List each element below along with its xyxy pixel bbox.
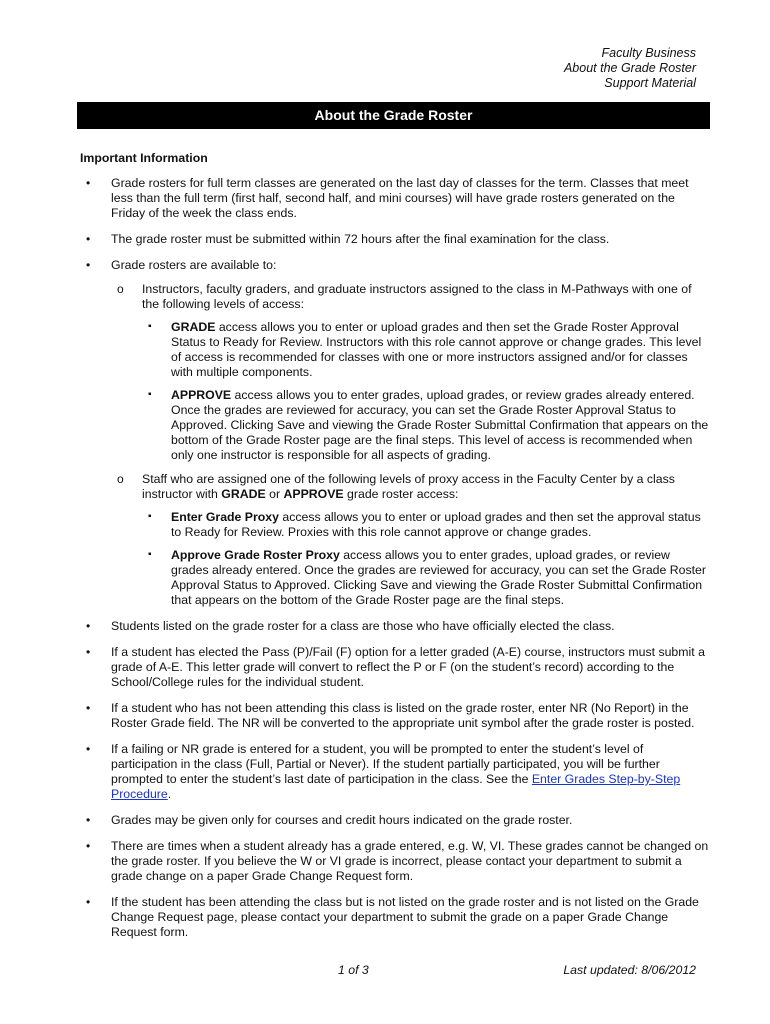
proxy-level-description: access allows you to enter or upload grades and then set the approval status to Ready for Review. Proxies with this role cannot approve or change grades. bbox=[171, 510, 701, 539]
enter-grades-procedure-link[interactable]: Enter Grades Step-by-Step Procedure bbox=[111, 772, 681, 801]
list-item bbox=[80, 619, 710, 634]
sub-list-item bbox=[111, 472, 710, 608]
document-header bbox=[564, 46, 696, 91]
sub-sub-list-item bbox=[142, 510, 710, 540]
bullet-icon: • bbox=[86, 258, 91, 272]
access-level-name: APPROVE bbox=[171, 388, 232, 402]
list-item-text: If a failing or NR grade is entered for a student, you will be prompted to enter the student’s level of participation in the class (Full, Partial or Never). If the student partially participated, you will be further prompted to enter the student’s last date of participation in the class. See the bbox=[111, 742, 660, 786]
sub-sub-list-item bbox=[142, 548, 710, 608]
circle-bullet-icon: o bbox=[117, 472, 124, 486]
list-item-text: If the student has been attending the class but is not listed on the grade roster and is not listed on the Grade Change Request page, please contact your department to submit the grade on a paper Grade Change Request form. bbox=[111, 895, 699, 939]
list-item bbox=[80, 232, 710, 247]
header-line-support-material: Support Material bbox=[604, 76, 696, 90]
inline-bold: GRADE bbox=[221, 487, 266, 501]
list-item bbox=[80, 701, 710, 731]
sub-list-item-text: Instructors, faculty graders, and graduate instructors assigned to the class in M-Pathways with one of the following levels of access: bbox=[142, 282, 692, 311]
page-number: 1 of 3 bbox=[338, 963, 369, 977]
square-bullet-icon: ▪ bbox=[148, 549, 152, 560]
inline-text: or bbox=[265, 487, 284, 501]
bullet-icon: • bbox=[86, 619, 91, 633]
circle-bullet-icon: o bbox=[117, 282, 124, 296]
list-item-text: If a student has elected the Pass (P)/Fail (F) option for a letter graded (A-E) course, instructors must submit a grade of A-E. This letter grade will convert to reflect the P or F (on the student’s record) according to the School/College rules for the individual student. bbox=[111, 645, 705, 689]
access-level-name: GRADE bbox=[171, 320, 216, 334]
inline-text: grade roster access: bbox=[343, 487, 459, 501]
bullet-icon: • bbox=[86, 645, 91, 659]
last-updated: Last updated: 8/06/2012 bbox=[563, 963, 696, 977]
list-item bbox=[80, 813, 710, 828]
list-item bbox=[80, 895, 710, 940]
title-bar: About the Grade Roster bbox=[77, 102, 710, 129]
list-item bbox=[80, 645, 710, 690]
access-level-description: access allows you to enter or upload grades and then set the Grade Roster Approval Status to Ready for Review. Instructors with this role cannot approve or change grades. This level of access is recommended for classes with one or more instructors assigned and/or for classes with multiple components. bbox=[171, 320, 702, 379]
proxy-level-description: access allows you to enter grades, upload grades, or review grades already entered. Once the grades are reviewed for accuracy, you can set the Grade Roster Approval Status to Approved. Clicking Save and viewing the Grade Roster Submittal Confirmation that appears on the bottom of the Grade Roster page are the final steps. bbox=[171, 548, 706, 607]
inline-bold: APPROVE bbox=[283, 487, 344, 501]
list-item bbox=[80, 258, 710, 608]
list-item-text: Students listed on the grade roster for a class are those who have officially elected the class. bbox=[111, 619, 615, 633]
section-heading: Important Information bbox=[80, 151, 208, 165]
bullet-icon: • bbox=[86, 813, 91, 827]
document-body bbox=[80, 151, 710, 951]
square-bullet-icon: ▪ bbox=[148, 389, 152, 400]
list-item-text: Grades may be given only for courses and credit hours indicated on the grade roster. bbox=[111, 813, 573, 827]
header-line-doc-title: About the Grade Roster bbox=[563, 61, 696, 75]
bullet-icon: • bbox=[86, 839, 91, 853]
sub-list-item bbox=[111, 282, 710, 463]
access-level-description: access allows you to enter grades, upload grades, or review grades already entered. Once the grades are reviewed for accuracy, you can set the Grade Roster Approval Status to Approved. Clicking Save and viewing the Grade Roster Submittal Confirmation that appears on the bottom of the Grade Roster page are the final steps. This level of access is recommended when only one instructor is responsible for all aspects of grading. bbox=[171, 388, 709, 462]
bullet-icon: • bbox=[86, 176, 91, 190]
sub-sub-list-item bbox=[142, 320, 710, 380]
list-item-text: There are times when a student already has a grade entered, e.g. W, VI. These grades cannot be changed on the grade roster. If you believe the W or VI grade is incorrect, please contact your department to submit a grade change on a paper Grade Change Request form. bbox=[111, 839, 709, 883]
list-item bbox=[80, 742, 710, 802]
inline-text: . bbox=[167, 787, 172, 801]
bullet-icon: • bbox=[86, 232, 91, 246]
bullet-icon: • bbox=[86, 895, 91, 909]
proxy-level-name: Enter Grade Proxy bbox=[171, 510, 279, 524]
square-bullet-icon: ▪ bbox=[148, 511, 152, 522]
list-item-text: Grade rosters are available to: bbox=[111, 258, 277, 272]
sub-sub-list-item bbox=[142, 388, 710, 463]
bullet-icon: • bbox=[86, 701, 91, 715]
square-bullet-icon: ▪ bbox=[148, 321, 152, 332]
list-item bbox=[80, 176, 710, 221]
proxy-level-name: Approve Grade Roster Proxy bbox=[171, 548, 340, 562]
header-line-faculty-business: Faculty Business bbox=[601, 46, 696, 60]
list-item-text: The grade roster must be submitted within 72 hours after the final examination for the class. bbox=[111, 232, 610, 246]
list-item-text: If a student who has not been attending this class is listed on the grade roster, enter NR (No Report) in the Roster Grade field. The NR will be converted to the appropriate unit symbol after the grade roster is posted. bbox=[111, 701, 695, 730]
list-item bbox=[80, 839, 710, 884]
list-item-text: Grade rosters for full term classes are generated on the last day of classes for the term. Classes that meet less than the full term (first half, second half, and mini courses) will have grade rosters generated on the Friday of the week the class ends. bbox=[111, 176, 689, 220]
sub-list-item-text: Staff who are assigned one of the following levels of proxy access in the Faculty Center by a class instructor with bbox=[142, 472, 675, 501]
bullet-icon: • bbox=[86, 742, 91, 756]
